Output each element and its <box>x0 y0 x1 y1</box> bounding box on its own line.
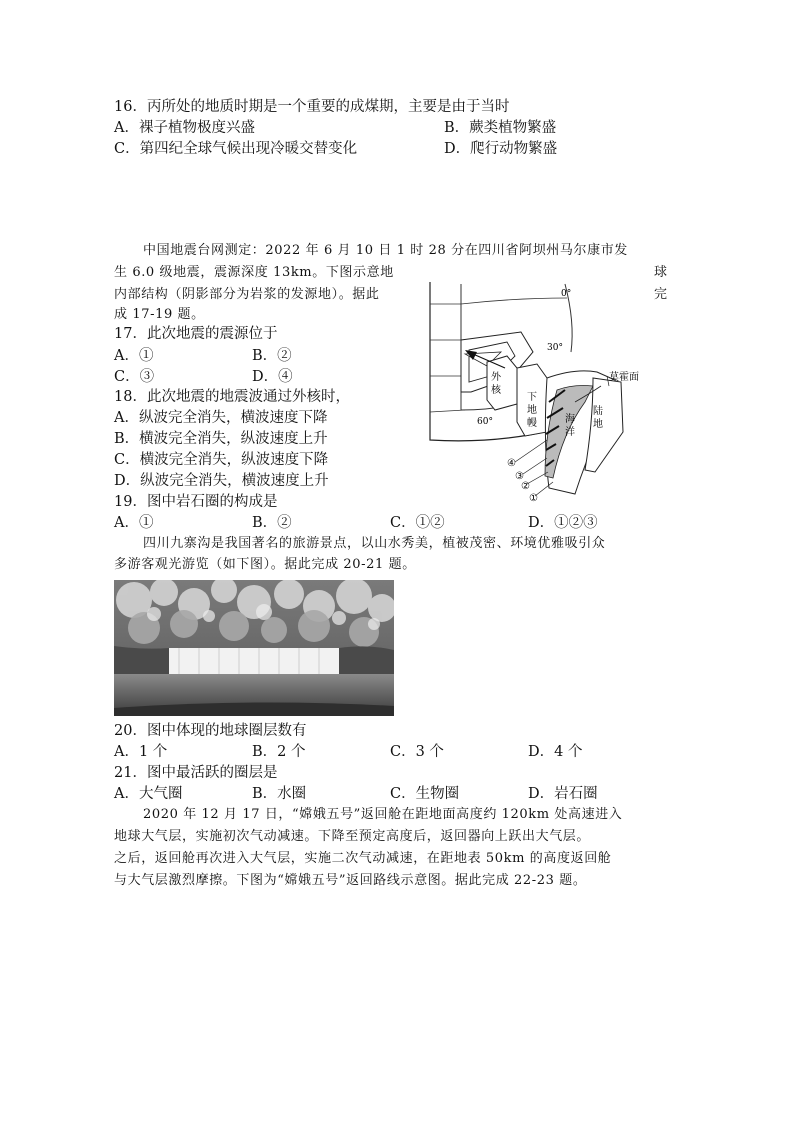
q17-option-a: A．① <box>114 348 154 364</box>
q21-option-b: B．水圈 <box>252 786 307 802</box>
passage2-line1: 四川九寨沟是我国著名的旅游景点，以山水秀美，植被茂密、环境优雅吸引众 <box>143 536 606 551</box>
q18-stem: 18．此次地震的地震波通过外核时， <box>114 389 350 405</box>
label-ocean-1: 海 <box>565 414 575 425</box>
label-lat-30: 30° <box>547 343 563 353</box>
passage1-line3-end: 完 <box>654 287 668 302</box>
passage2-line2: 多游客观光游览（如下图）。据此完成 20-21 题。 <box>114 557 416 572</box>
q19-option-c: C．①② <box>390 515 445 531</box>
q18-option-b: B．横波完全消失，纵波速度上升 <box>114 431 328 447</box>
earth-interior-diagram <box>425 282 675 514</box>
marker-1: ① <box>529 493 538 504</box>
q17-option-d: D．④ <box>252 369 293 385</box>
marker-2: ② <box>521 481 530 492</box>
q18-option-a: A．纵波完全消失，横波速度下降 <box>114 410 328 426</box>
q21-option-d: D．岩石圈 <box>528 786 598 802</box>
passage3-line3: 之后，返回舱再次进入大气层，实施二次气动减速，在距地表 50km 的高度返回舱 <box>114 851 612 866</box>
q16-option-b: B．蕨类植物繁盛 <box>444 120 557 136</box>
passage3-line2: 地球大气层，实施初次气动减速。下降至预定高度后，返回器向上跃出大气层。 <box>114 829 591 844</box>
passage3-line4: 与大气层激烈摩擦。下图为“嫦娥五号”返回路线示意图。据此完成 22-23 题。 <box>114 873 587 888</box>
outer-core-block <box>487 356 517 410</box>
q19-option-a: A．① <box>114 515 154 531</box>
label-land-2: 地 <box>593 419 603 430</box>
label-lower-mantle-2: 地 <box>527 405 537 416</box>
jiuzhaigou-waterfall-photo <box>114 580 394 716</box>
q20-stem: 20．图中体现的地球圈层数有 <box>114 723 307 739</box>
q19-option-d: D．①②③ <box>528 515 598 531</box>
label-land-1: 陆 <box>593 406 603 417</box>
marker-3: ③ <box>515 471 524 482</box>
q17-option-c: C．③ <box>114 369 155 385</box>
q16-option-d: D．爬行动物繁盛 <box>444 141 558 157</box>
label-outer-core-2: 核 <box>491 385 501 396</box>
passage3-line1: 2020 年 12 月 17 日，“嫦娥五号”返回舱在距地面高度约 120km 处高速进入 <box>143 807 623 822</box>
q17-option-b: B．② <box>252 348 292 364</box>
q21-option-a: A．大气圈 <box>114 786 183 802</box>
q19-option-b: B．② <box>252 515 292 531</box>
label-ocean-2: 洋 <box>565 427 575 438</box>
q21-option-c: C．生物圈 <box>390 786 460 802</box>
passage1-line2-end: 球 <box>654 265 668 280</box>
passage1-line4: 成 17-19 题。 <box>114 307 205 322</box>
q20-option-b: B．2 个 <box>252 744 306 760</box>
passage1-line1: 中国地震台网测定：2022 年 6 月 10 日 1 时 28 分在四川省阿坝州马尔康市发 <box>143 243 628 258</box>
label-lat-60: 60° <box>477 417 493 427</box>
passage1-line3: 内部结构（阴影部分为岩浆的发源地）。据此 <box>114 287 380 302</box>
label-moho: 莫霍面 <box>609 372 639 383</box>
label-lower-mantle-3: 幔 <box>527 418 537 429</box>
q17-stem: 17．此次地震的震源位于 <box>114 326 278 342</box>
passage1-line2: 生 6.0 级地震，震源深度 13km。下图示意地 <box>114 265 394 280</box>
q16-option-a: A．裸子植物极度兴盛 <box>114 120 255 136</box>
label-lower-mantle-1: 下 <box>527 392 537 403</box>
q21-stem: 21．图中最活跃的圈层是 <box>114 765 278 781</box>
q18-option-d: D．纵波完全消失，横波速度上升 <box>114 473 329 489</box>
marker-4: ④ <box>507 458 516 469</box>
q20-option-c: C．3 个 <box>390 744 444 760</box>
q16-stem: 16．丙所处的地质时期是一个重要的成煤期，主要是由于当时 <box>114 99 510 115</box>
q16-option-c: C．第四纪全球气候出现冷暖交替变化 <box>114 141 358 157</box>
label-lat-0: 0° <box>561 289 572 299</box>
label-outer-core-1: 外 <box>491 372 501 383</box>
q18-option-c: C．横波完全消失，纵波速度下降 <box>114 452 329 468</box>
q19-stem: 19．图中岩石圈的构成是 <box>114 494 278 510</box>
q20-option-a: A．1 个 <box>114 744 168 760</box>
q20-option-d: D．4 个 <box>528 744 583 760</box>
